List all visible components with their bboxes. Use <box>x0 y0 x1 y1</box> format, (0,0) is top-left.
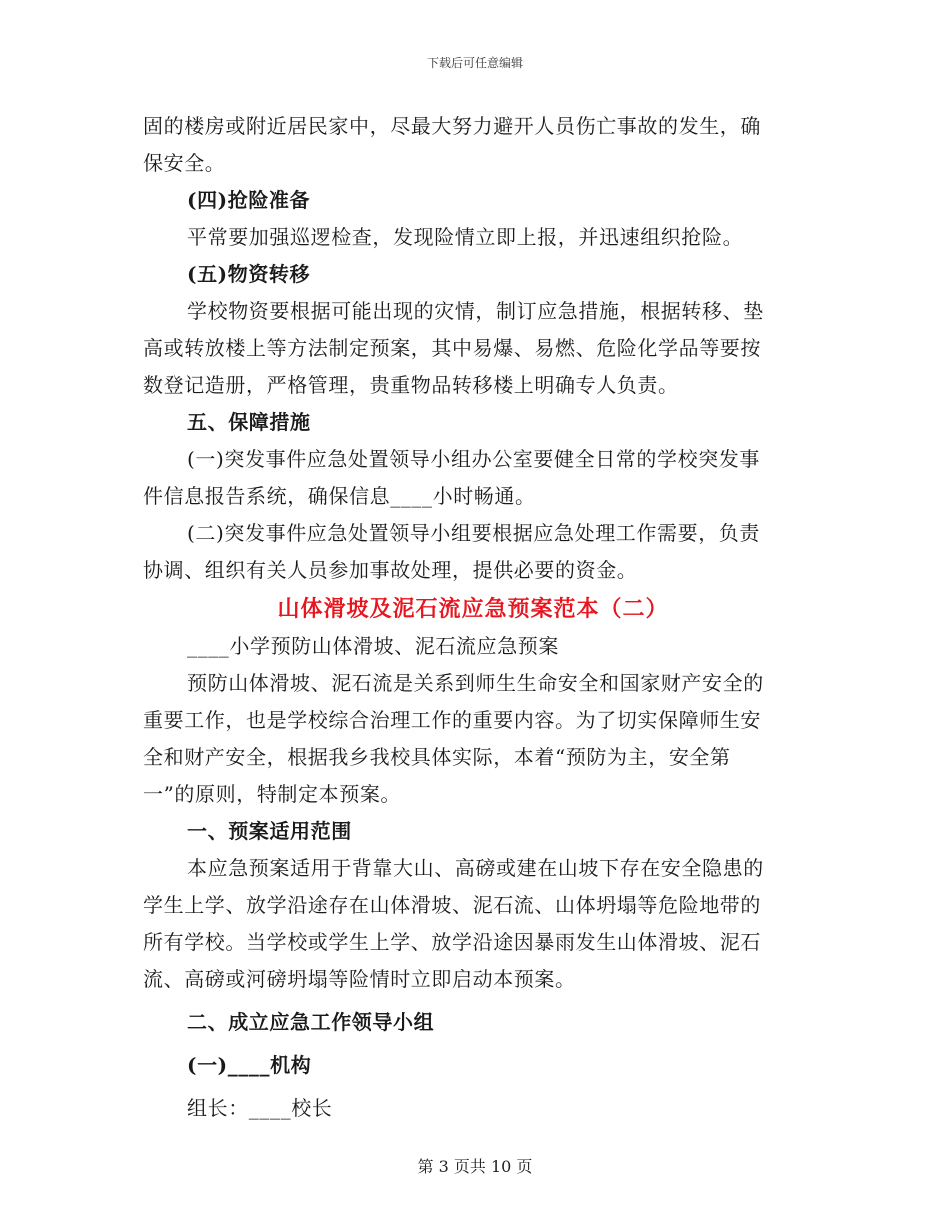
paragraph-line: 全和财产安全，根据我乡我校具体实际，本着“预防为主，安全第 <box>143 745 731 769</box>
page-footer: 第 3 页共 10 页 <box>417 1157 533 1176</box>
paragraph-line: (二)突发事件应急处置领导小组要根据应急处理工作需要，负责 <box>187 521 761 545</box>
paragraph-line: 预防山体滑坡、泥石流是关系到师生生命安全和国家财产安全的 <box>187 671 764 695</box>
paragraph-line: 学生上学、放学沿途存在山体滑坡、泥石流、山体坍塌等危险地带的 <box>143 893 761 917</box>
paragraph-line: 高或转放楼上等方法制定预案，其中易爆、易燃、危险化学品等要按 <box>143 336 761 360</box>
paragraph-line: 固的楼房或附近居民家中，尽最大努力避开人员伤亡事故的发生，确 <box>143 114 761 138</box>
paragraph-line: 组长：____校长 <box>187 1096 333 1120</box>
document-subtitle: ____小学预防山体滑坡、泥石流应急预案 <box>187 634 559 658</box>
document-title: 山体滑坡及泥石流应急预案范本（二） <box>277 596 669 622</box>
document-body <box>143 108 803 1127</box>
section-heading: (四)抢险准备 <box>187 188 311 212</box>
paragraph-line: 所有学校。当学校或学生上学、放学沿途因暴雨发生山体滑坡、泥石 <box>143 930 761 954</box>
paragraph-line: 件信息报告系统，确保信息____小时畅通。 <box>143 484 536 508</box>
paragraph-line: 协调、组织有关人员参加事故处理，提供必要的资金。 <box>143 558 638 582</box>
paragraph-line: 一”的原则，特制定本预案。 <box>143 782 402 806</box>
section-heading: (五)物资转移 <box>187 262 311 286</box>
paragraph-line: 数登记造册，严格管理，贵重物品转移楼上明确专人负责。 <box>143 373 679 397</box>
paragraph-line: 保安全。 <box>143 151 226 175</box>
paragraph-line: 本应急预案适用于背靠大山、高磅或建在山坡下存在安全隐患的 <box>187 856 764 880</box>
section-heading: (一)____机构 <box>187 1053 312 1077</box>
section-heading: 二、成立应急工作领导小组 <box>187 1010 435 1034</box>
paragraph-line: 学校物资要根据可能出现的灾情，制订应急措施，根据转移、垫 <box>187 299 764 323</box>
section-heading: 五、保障措施 <box>187 410 311 434</box>
paragraph-line: 平常要加强巡逻检查，发现险情立即上报，并迅速组织抢险。 <box>187 225 744 249</box>
paragraph-line: (一)突发事件应急处置领导小组办公室要健全日常的学校突发事 <box>187 447 761 471</box>
paragraph-line: 流、高磅或河磅坍塌等险情时立即启动本预案。 <box>143 967 576 991</box>
page-header: 下载后可任意编辑 <box>426 56 523 70</box>
paragraph-line: 重要工作，也是学校综合治理工作的重要内容。为了切实保障师生安 <box>143 708 761 732</box>
section-heading: 一、预案适用范围 <box>187 819 352 843</box>
